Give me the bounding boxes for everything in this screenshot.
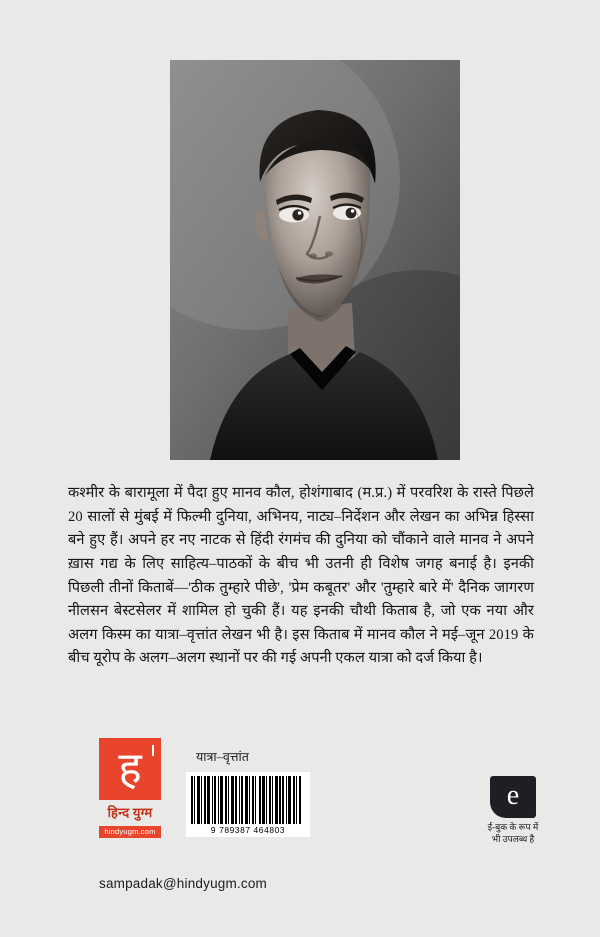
author-photo [170,60,460,460]
barcode-number: 9 789387 464803 [210,825,286,835]
publisher-logo-letter: ह [118,744,142,793]
publisher-logo[interactable] [99,738,161,839]
barcode-bars [191,776,305,824]
ebook-icon [490,776,536,818]
logo-tick-decoration [152,745,154,756]
ebook-icon-letter: e [506,780,520,811]
contact-email[interactable]: sampadak@hindyugm.com [99,876,267,891]
bottom-band [0,726,600,937]
ebook-caption-line1: ई-बुक के रूप में [487,822,539,832]
publisher-website[interactable]: hindyugm.com [99,826,160,838]
publisher-logo-mark [99,738,161,800]
ebook-badge [470,776,556,845]
author-portrait-illustration [170,60,460,460]
ebook-caption-line2: भी उपलब्ध है [491,833,535,844]
author-blurb: कश्मीर के बारामूला में पैदा हुए मानव कौल, होशंगाबाद (म.प्र.) में परवरिश के रास्ते पिछले 20 सालों से मुंबई में फिल्मी दुनिया, अभिनय, नाट्य–निर्देशन और लेखन का अभिन्न हिस्सा बने हुए हैं। अपने हर नए नाटक से हिंदी रंगमंच की दुनिया को चौंकाने वाले मानव ने अपने ख़ास गद्य के लिए साहित्य–पाठकों के बीच भी उतनी ही विशेष जगह बनाई है। इनकी पिछली तीनों किताबें—'ठीक तुम्हारे पीछे', 'प्रेम कबूतर' और 'तुम्हारे बारे में' दैनिक जागरण नीलसन बेस्टसेलर में शामिल हो चुकी हैं। यह इनकी चौथी किताब है, जो एक नया और अलग किस्म का यात्रा–वृत्तांत लेखन भी है। इस किताब में मानव कौल ने मई–जून 2019 के बीच यूरोप के अलग–अलग स्थानों पर की गई अपनी एकल यात्रा को दर्ज किया है। [68,485,534,667]
publisher-name: हिन्द युग्म [107,805,153,820]
barcode [186,772,310,837]
genre-label: यात्रा–वृत्तांत [196,750,249,764]
